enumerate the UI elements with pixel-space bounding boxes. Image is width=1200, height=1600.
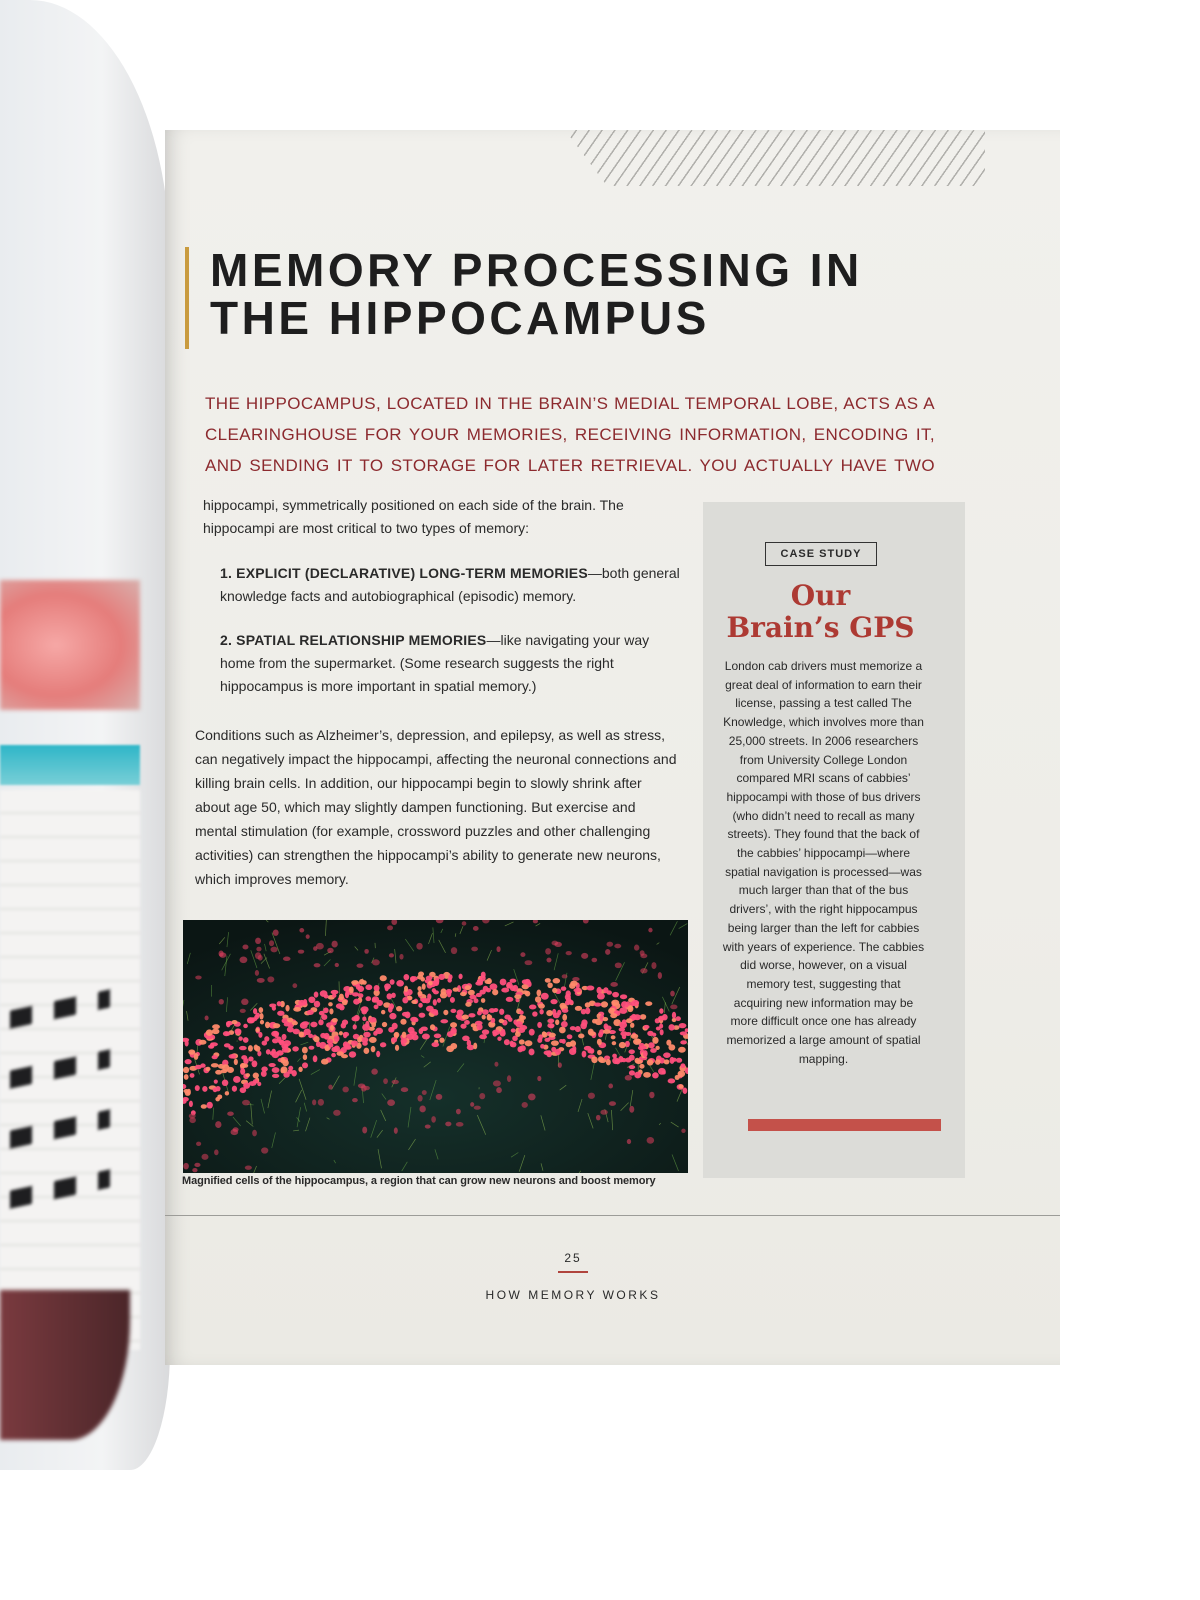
photo-caption: Magnified cells of the hippocampus, a region that can grow new neurons and boost memory bbox=[182, 1175, 656, 1187]
case-study-body: London cab drivers must memorize a great deal of information to earn their license, passing a test called The Knowledge, which involves more than 25,000 streets. In 2006 researchers from University College London compared MRI scans of cabbies’ hippocampi with those of bus drivers (who didn’t need to recall as many streets). They found that the back of the cabbies’ hippocampi—where spatial navigation is processed—was much larger than that of the bus drivers’, with the right hippocampus being larger than the left for cabbies with years of experience. The cabbies did worse, however, on a visual memory test, suggesting that acquiring new information may be more difficult once one has already memorized a large amount of spatial mapping. bbox=[722, 659, 925, 1066]
left-page-photo bbox=[0, 580, 140, 710]
left-page-color-stripe bbox=[0, 745, 140, 785]
page-title: MEMORY PROCESSING IN THE HIPPOCAMPUS bbox=[210, 244, 863, 344]
intro-lead-paragraph: THE HIPPOCAMPUS, LOCATED IN THE BRAIN’S MEDIAL TEMPORAL LOBE, ACTS AS A CLEARINGHOUSE FOR YOUR MEMORIES, RECEIVING INFORMATION, ENCODING IT, AND SENDING IT TO STORAGE FOR LATER RETRIEVAL. YOU ACTUALLY HAVE TWO bbox=[205, 394, 935, 475]
list-item-heading: 1. EXPLICIT (DECLARATIVE) LONG-TERM MEMORIES bbox=[220, 565, 588, 581]
list-item bbox=[220, 562, 680, 608]
list-item bbox=[220, 629, 680, 698]
case-study-accent-rule bbox=[748, 1119, 941, 1131]
case-study-title-line: Brain’s GPS bbox=[726, 611, 915, 644]
title-accent-bar bbox=[185, 247, 189, 349]
page-number-underline bbox=[558, 1271, 588, 1273]
case-study-badge: CASE STUDY bbox=[765, 542, 877, 566]
left-page-cover-edge bbox=[0, 1290, 130, 1440]
footer-rule bbox=[165, 1215, 1060, 1216]
left-page-edge bbox=[0, 0, 170, 1470]
list-item-text: —like navigating your way home from the supermarket. (Some research suggests the right hippocampus is more important in spatial memory.) bbox=[220, 632, 650, 694]
case-study-sidebar bbox=[703, 502, 965, 1178]
case-study-title bbox=[703, 580, 938, 644]
running-footer-title: HOW MEMORY WORKS bbox=[485, 1288, 661, 1302]
decorative-hatch-pattern bbox=[565, 130, 985, 186]
intro-continued-paragraph: hippocampi, symmetrically positioned on each side of the brain. The hippocampi are most critical to two types of memory: bbox=[203, 497, 624, 536]
page-number: 25 bbox=[564, 1251, 582, 1265]
magazine-page bbox=[165, 130, 1060, 1365]
case-study-title-line: Our bbox=[790, 579, 851, 612]
hippocampus-cells-photo bbox=[183, 920, 688, 1173]
list-item-heading: 2. SPATIAL RELATIONSHIP MEMORIES bbox=[220, 632, 487, 648]
body-paragraph: Conditions such as Alzheimer’s, depression, and epilepsy, as well as stress, can negatively impact the hippocampi, affecting the neuronal connections and killing brain cells. In addition, our hippocampi begin to slowly shrink after about age 50, which may slightly dampen functioning. But exercise and mental stimulation (for example, crossword puzzles and other challenging activities) can strengthen the hippocampi’s ability to generate new neurons, which improves memory. bbox=[195, 727, 677, 887]
list-item-text: —both general knowledge facts and autobiographical (episodic) memory. bbox=[220, 565, 680, 604]
